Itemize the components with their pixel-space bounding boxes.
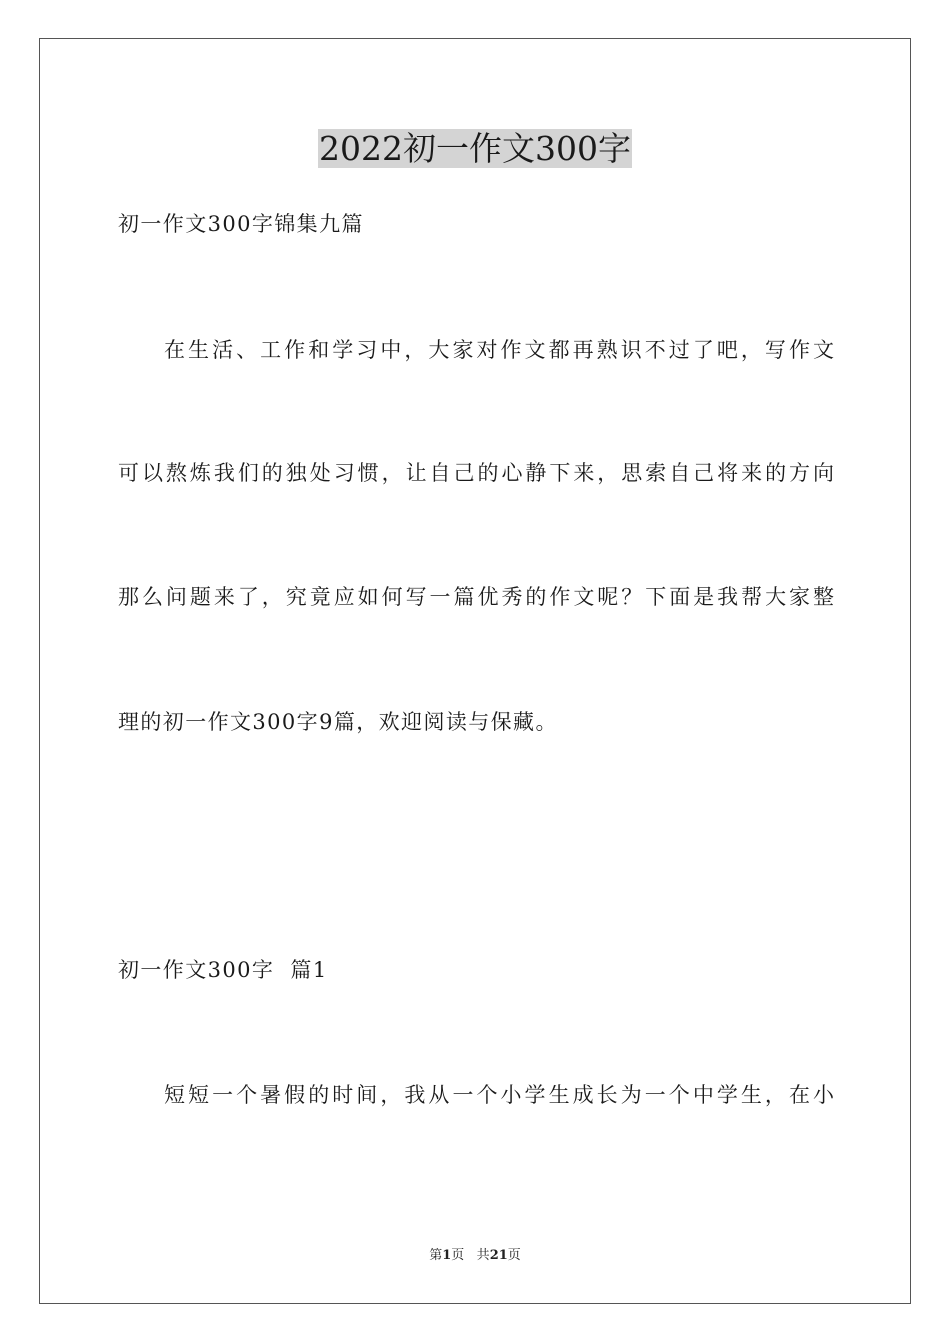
paragraph-line: 短短一个暑假的时间，我从一个小学生成长为一个中学生，在小 (164, 1083, 834, 1107)
footer-page-number: 1 (442, 1248, 452, 1263)
paragraph-line: 可以熬炼我们的独处习惯，让自己的心静下来，思索自己将来的方向 (118, 461, 834, 485)
page-footer (0, 1247, 950, 1265)
footer-prefix: 第 (429, 1248, 443, 1263)
paragraph-line: 那么问题来了，究竟应如何写一篇优秀的作文呢？下面是我帮大家整 (118, 585, 834, 609)
document-title (0, 127, 950, 171)
footer-total-pages: 21 (489, 1248, 508, 1263)
footer-total-prefix: 共 (476, 1248, 490, 1263)
footer-page-suffix: 页 (451, 1248, 465, 1263)
document-subtitle: 初一作文300字锦集九篇 (118, 212, 364, 236)
footer-total-suffix: 页 (507, 1248, 521, 1263)
document-title-text: 2022初一作文300字 (319, 129, 631, 168)
paragraph-line: 理的初一作文300字9篇，欢迎阅读与保藏。 (118, 710, 558, 734)
section-heading: 初一作文300字 篇1 (118, 958, 328, 982)
paragraph-line: 在生活、工作和学习中，大家对作文都再熟识不过了吧，写作文 (164, 338, 834, 362)
